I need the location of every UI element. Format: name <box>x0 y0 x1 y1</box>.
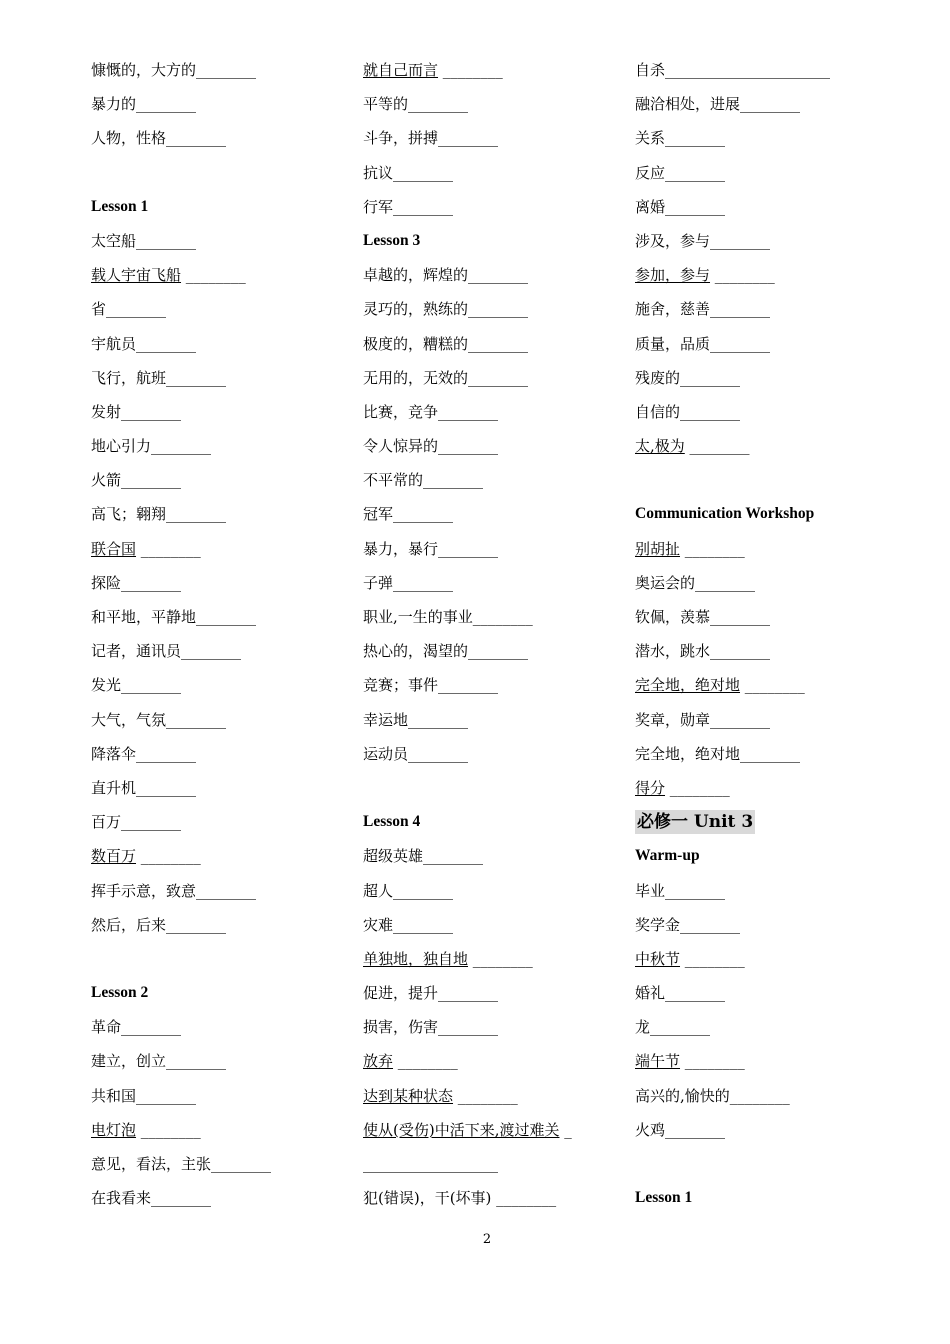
vocab-term: 联合国 <box>91 539 137 558</box>
spacer <box>91 160 331 194</box>
vocab-item: 涉及，参与________ <box>635 231 771 250</box>
vocab-item <box>363 57 613 91</box>
vocab-item <box>91 1117 331 1151</box>
vocab-term: 参加，参与 <box>635 266 711 285</box>
answer-blank: ________ <box>680 539 745 558</box>
vocab-item: 百万________ <box>91 813 182 832</box>
vocab-item: 超级英雄________ <box>363 847 484 866</box>
vocab-item: 残废的________ <box>635 368 741 387</box>
vocab-item: 记者，通讯员________ <box>91 642 242 661</box>
vocab-term: 完全地，绝对地 <box>635 676 741 695</box>
vocab-term: 单独地，独自地 <box>363 949 469 968</box>
vocab-item: 冠军________ <box>363 505 454 524</box>
vocab-item: 热心的，渴望的________ <box>363 642 529 661</box>
vocab-item: 卓越的，辉煌的________ <box>363 266 529 285</box>
vocab-item: __________________ <box>363 1155 498 1173</box>
vocab-term: 就自己而言 <box>363 61 439 79</box>
answer-blank: ________ <box>680 949 745 968</box>
vocab-item: 降落伞________ <box>91 744 197 763</box>
vocab-item: 促进，提升________ <box>363 984 499 1003</box>
vocab-item: 然后，后来________ <box>91 915 227 934</box>
answer-blank: ________ <box>680 1052 745 1071</box>
vocab-item: 行军________ <box>363 197 454 216</box>
vocab-item: 超人________ <box>363 881 454 900</box>
spacer <box>635 467 875 501</box>
vocab-item: 意见，看法，主张________ <box>91 1155 272 1173</box>
answer-blank: _ <box>559 1120 572 1139</box>
vocab-item: 火箭________ <box>91 471 182 490</box>
vocab-item: 自杀______________________ <box>635 61 831 79</box>
vocab-item: 慷慨的，大方的________ <box>91 61 257 79</box>
vocab-item: 极度的，糟糕的________ <box>363 334 529 353</box>
vocab-term: 端午节 <box>635 1052 681 1071</box>
vocab-item: 不平常的________ <box>363 471 484 490</box>
vocab-item <box>635 775 875 809</box>
vocab-item: 革命________ <box>91 1018 182 1037</box>
vocab-item <box>91 262 331 296</box>
vocab-item: 抗议________ <box>363 163 454 182</box>
answer-blank: ________ <box>468 949 533 968</box>
vocab-term: 电灯泡 <box>91 1120 137 1139</box>
vocab-item: 暴力，暴行________ <box>363 539 499 558</box>
vocab-item: 地心引力________ <box>91 437 212 456</box>
vocab-item: 犯(错误)，干(坏事) ________ <box>363 1189 557 1208</box>
vocab-item: 毕业________ <box>635 881 726 900</box>
vocab-item: 飞行，航班________ <box>91 368 227 387</box>
vocab-item: 暴力的________ <box>91 95 197 114</box>
vocab-item: 火鸡________ <box>635 1120 726 1139</box>
section-heading: Lesson 3 <box>363 231 421 249</box>
vocab-item: 大气，气氛________ <box>91 710 227 729</box>
vocab-item: 发射________ <box>91 402 182 421</box>
answer-blank: ________ <box>438 61 503 79</box>
vocab-term: 别胡扯 <box>635 539 681 558</box>
vocab-item: 融洽相处，进展________ <box>635 95 801 114</box>
vocab-item <box>635 536 875 570</box>
vocab-item: 令人惊异的________ <box>363 437 499 456</box>
vocab-item: 损害，伤害________ <box>363 1018 499 1037</box>
vocab-item <box>363 1048 613 1082</box>
section-heading: Lesson 1 <box>635 1189 693 1207</box>
vocab-item: 挥手示意，致意________ <box>91 881 257 900</box>
vocab-term: 使从(受伤)中活下来,渡过难关 <box>363 1120 560 1139</box>
vocab-item: 斗争，拼搏________ <box>363 129 499 148</box>
vocab-item: 灵巧的，熟练的________ <box>363 300 529 319</box>
vocab-item: 比赛，竞争________ <box>363 402 499 421</box>
answer-blank: ________ <box>181 266 246 285</box>
answer-blank: ________ <box>665 778 730 797</box>
vocab-item <box>635 672 875 706</box>
vocab-item: 反应________ <box>635 163 726 182</box>
answer-blank: ________ <box>684 437 750 456</box>
vocab-item: 直升机________ <box>91 778 197 797</box>
vocab-item: 关系________ <box>635 129 726 148</box>
section-heading: Lesson 4 <box>363 813 421 831</box>
vocab-term: 载人宇宙飞船 <box>91 266 182 285</box>
vocab-item: 龙________ <box>635 1018 711 1037</box>
vocab-item <box>91 536 331 570</box>
column-3 <box>635 57 875 1219</box>
vocab-item: 平等的________ <box>363 95 469 114</box>
vocab-item: 在我看来________ <box>91 1189 212 1208</box>
vocab-item: 高飞；翱翔________ <box>91 505 227 524</box>
spacer <box>635 1151 875 1185</box>
vocab-item <box>91 843 331 877</box>
vocab-item: 省________ <box>91 300 167 319</box>
vocab-term: 放弃 <box>363 1052 394 1071</box>
vocab-term: 数百万 <box>91 847 137 866</box>
vocab-item <box>363 1083 613 1117</box>
page-number: 2 <box>482 1232 492 1247</box>
vocab-term: 中秋节 <box>635 949 681 968</box>
section-heading: Warm-up <box>635 847 700 865</box>
spacer <box>363 775 613 809</box>
unit-heading-text: 必修一 Unit 3 <box>637 812 754 833</box>
vocab-item: 钦佩，羡慕________ <box>635 608 771 626</box>
vocab-item: 太空船________ <box>91 231 197 250</box>
unit-heading <box>635 809 875 843</box>
section-heading: Lesson 2 <box>91 984 149 1002</box>
answer-blank: ________ <box>136 539 201 558</box>
vocab-item: 完全地，绝对地________ <box>635 744 801 763</box>
vocab-item: 高兴的,愉快的________ <box>635 1086 790 1105</box>
vocab-item: 宇航员________ <box>91 334 197 353</box>
vocab-item: 无用的，无效的________ <box>363 368 529 387</box>
answer-blank: ________ <box>136 1120 201 1139</box>
answer-blank: ________ <box>393 1052 458 1071</box>
vocab-term: 得分 <box>635 778 666 797</box>
vocab-term: 太,极为 <box>635 437 685 456</box>
vocab-item: 子弹________ <box>363 573 454 592</box>
vocab-item: 质量，品质________ <box>635 334 771 353</box>
vocab-item: 灾难________ <box>363 915 454 934</box>
vocab-item: 发光________ <box>91 676 182 695</box>
vocab-item <box>635 262 875 296</box>
answer-blank: ________ <box>453 1086 518 1105</box>
vocab-item: 施舍，慈善________ <box>635 300 771 319</box>
section-heading: Communication Workshop <box>635 505 815 523</box>
vocab-item <box>363 1117 613 1151</box>
vocab-item: 奖学金________ <box>635 915 741 934</box>
vocab-item: 和平地，平静地________ <box>91 608 257 626</box>
answer-blank: ________ <box>710 266 775 285</box>
column-2 <box>363 57 613 1219</box>
vocab-item: 人物，性格________ <box>91 129 227 148</box>
vocab-item: 奥运会的________ <box>635 573 756 592</box>
vocab-item: 奖章，勋章________ <box>635 710 771 729</box>
vocab-item <box>635 946 875 980</box>
vocab-item: 运动员________ <box>363 744 469 763</box>
vocab-item: 职业,一生的事业________ <box>363 608 533 626</box>
column-1 <box>91 57 331 1219</box>
spacer <box>91 946 331 980</box>
section-heading: Lesson 1 <box>91 197 149 215</box>
vocab-item <box>363 946 613 980</box>
vocab-item: 建立，创立________ <box>91 1052 227 1071</box>
vocab-item: 潜水，跳水________ <box>635 642 771 661</box>
vocab-item <box>635 1048 875 1082</box>
vocab-item <box>635 433 875 467</box>
vocab-item: 竞赛；事件________ <box>363 676 499 695</box>
vocab-item: 探险________ <box>91 573 182 592</box>
vocab-item: 自信的________ <box>635 402 741 421</box>
vocab-item: 婚礼________ <box>635 984 726 1003</box>
answer-blank: ________ <box>136 847 201 866</box>
vocab-item: 幸运地________ <box>363 710 469 729</box>
vocab-item: 共和国________ <box>91 1086 197 1105</box>
answer-blank: ________ <box>740 676 805 695</box>
vocab-term: 达到某种状态 <box>363 1086 454 1105</box>
vocab-item: 离婚________ <box>635 197 726 216</box>
